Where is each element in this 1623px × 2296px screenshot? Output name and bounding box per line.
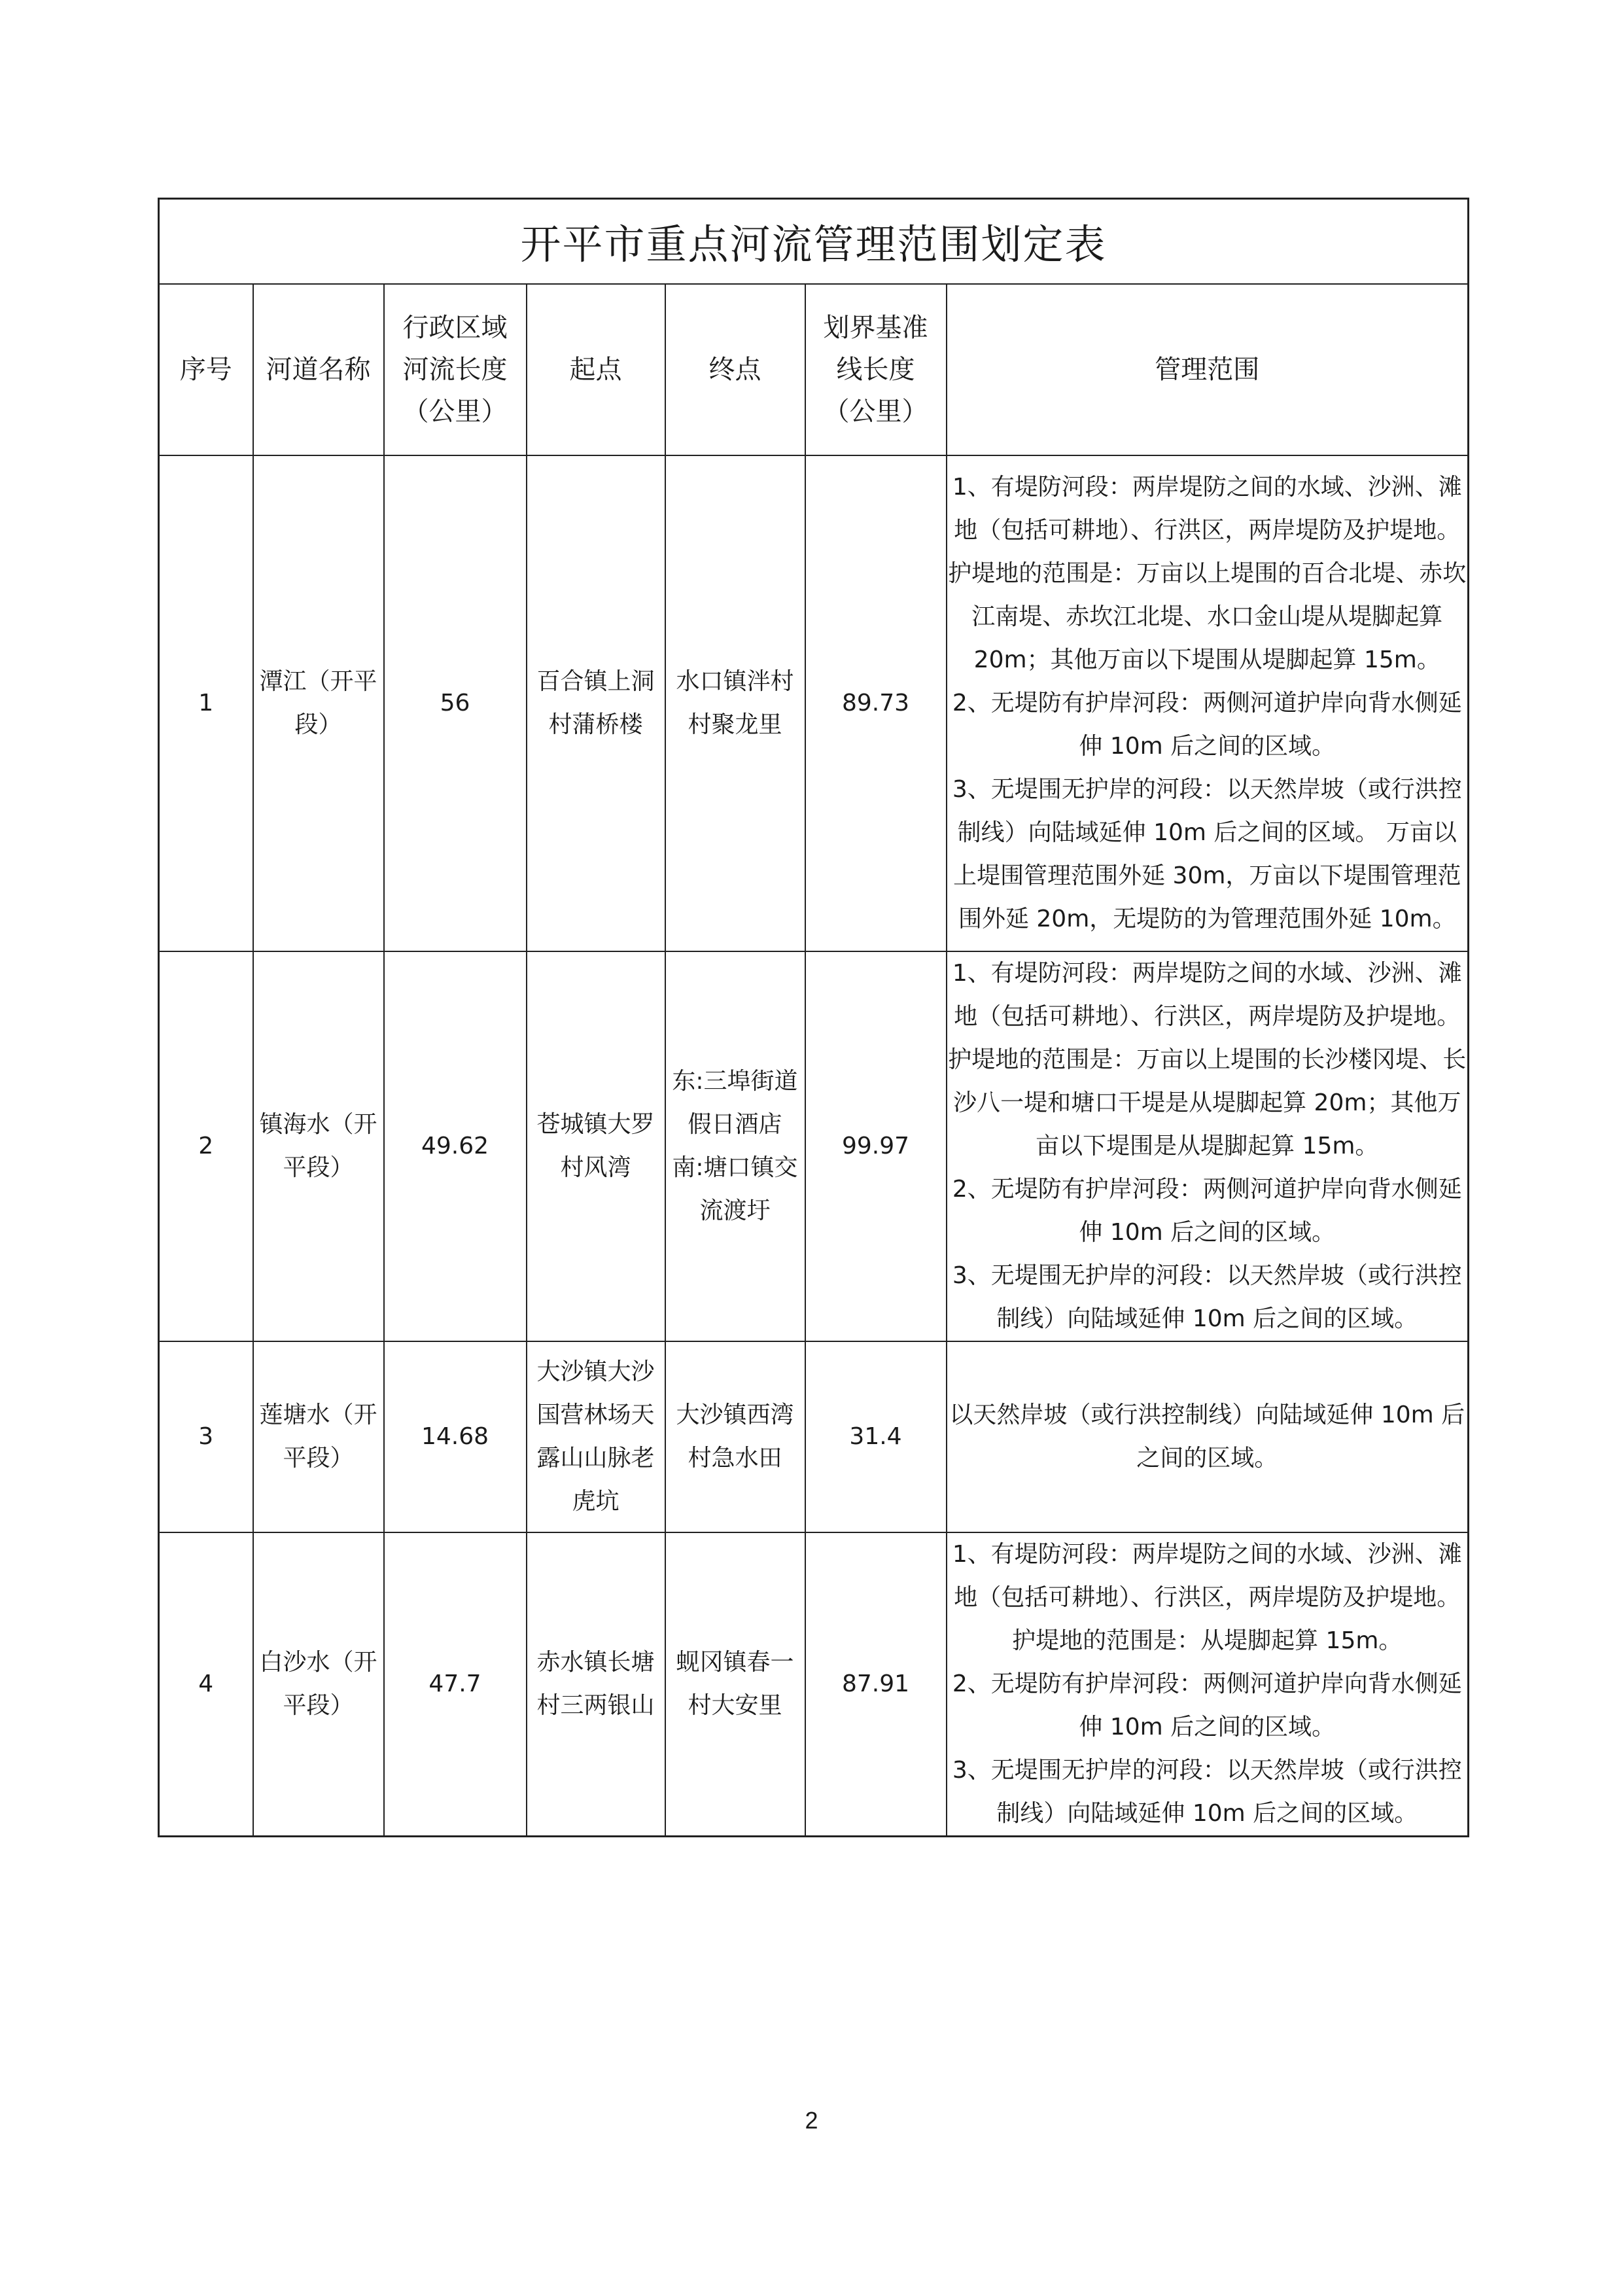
table-row [159,951,1469,1341]
row-start: 苍城镇大罗村风湾 [527,951,665,1341]
table-row [159,455,1469,951]
scope-paragraph: 以天然岸坡（或行洪控制线）向陆域延伸 10m 后之间的区域。 [949,1401,1465,1472]
row-admin-length: 47.7 [384,1532,527,1837]
scope-paragraph: 1、有堤防河段：两岸堤防之间的水域、沙洲、滩地（包括可耕地）、行洪区，两岸堤防及护堤地。护堤地的范围是：万亩以上堤围的长沙楼冈堤、长沙八一堤和塘口干堤是从堤脚起算 20m；其他万亩以下堤围是从堤脚起算 15m。 [948,959,1467,1159]
row-baseline-length: 31.4 [805,1341,947,1532]
row-end: 水口镇泮村村聚龙里 [665,455,805,951]
scope-paragraph: 2、无堤防有护岸河段：两侧河道护岸向背水侧延伸 10m 后之间的区域。 [952,1175,1462,1246]
row-end: 大沙镇西湾村急水田 [665,1341,805,1532]
table-row [159,1532,1469,1837]
row-index: 3 [159,1341,253,1532]
scope-paragraph: 3、无堤围无护岸的河段：以天然岸坡（或行洪控制线）向陆域延伸 10m 后之间的区域。 [952,1756,1462,1827]
scope-paragraph: 2、无堤防有护岸河段：两侧河道护岸向背水侧延伸 10m 后之间的区域。 [952,1670,1462,1740]
row-index: 1 [159,455,253,951]
row-admin-length: 49.62 [384,951,527,1341]
header-end: 终点 [665,284,805,455]
row-scope [947,455,1469,951]
row-baseline-length: 87.91 [805,1532,947,1837]
row-baseline-length: 99.97 [805,951,947,1341]
scope-paragraph: 1、有堤防河段：两岸堤防之间的水域、沙洲、滩地（包括可耕地）、行洪区，两岸堤防及护堤地。护堤地的范围是：万亩以上堤围的百合北堤、赤坎江南堤、赤坎江北堤、水口金山堤从堤脚起算 20m；其他万亩以下堤围从堤脚起算 15m。 [948,473,1467,673]
row-river-name: 镇海水（开平段） [253,951,384,1341]
header-scope: 管理范围 [947,284,1469,455]
row-admin-length: 56 [384,455,527,951]
table-row [159,1341,1469,1532]
table-title: 开平市重点河流管理范围划定表 [159,199,1469,284]
scope-paragraph: 1、有堤防河段：两岸堤防之间的水域、沙洲、滩地（包括可耕地）、行洪区，两岸堤防及护堤地。护堤地的范围是：从堤脚起算 15m。 [952,1540,1462,1654]
row-end: 东:三埠街道假日酒店 南:塘口镇交流渡圩 [665,951,805,1341]
row-start: 赤水镇长塘村三两银山 [527,1532,665,1837]
header-admin-length: 行政区域河流长度（公里） [384,284,527,455]
row-river-name: 潭江（开平段） [253,455,384,951]
table-body [159,455,1469,1837]
row-admin-length: 14.68 [384,1341,527,1532]
table-header-row [159,284,1469,455]
header-river-name: 河道名称 [253,284,384,455]
page-number: 2 [805,2107,818,2134]
row-start: 大沙镇大沙国营林场天露山山脉老虎坑 [527,1341,665,1532]
row-river-name: 莲塘水（开平段） [253,1341,384,1532]
scope-paragraph: 2、无堤防有护岸河段：两侧河道护岸向背水侧延伸 10m 后之间的区域。 [952,689,1462,760]
scope-paragraph: 3、无堤围无护岸的河段：以天然岸坡（或行洪控制线）向陆域延伸 10m 后之间的区域。 万亩以上堤围管理范围外延 30m，万亩以下堤围管理范围外延 20m，无堤防的为管理范围外延 10m。 [952,775,1462,932]
header-baseline-length: 划界基准线长度（公里） [805,284,947,455]
row-river-name: 白沙水（开平段） [253,1532,384,1837]
row-index: 4 [159,1532,253,1837]
row-start: 百合镇上洞村蒲桥楼 [527,455,665,951]
river-management-table [158,198,1469,1837]
row-end: 蚬冈镇春一村大安里 [665,1532,805,1837]
scope-paragraph: 3、无堤围无护岸的河段：以天然岸坡（或行洪控制线）向陆域延伸 10m 后之间的区域。 [952,1262,1462,1332]
header-start: 起点 [527,284,665,455]
header-index: 序号 [159,284,253,455]
row-scope [947,951,1469,1341]
row-scope [947,1532,1469,1837]
row-scope [947,1341,1469,1532]
row-index: 2 [159,951,253,1341]
row-baseline-length: 89.73 [805,455,947,951]
